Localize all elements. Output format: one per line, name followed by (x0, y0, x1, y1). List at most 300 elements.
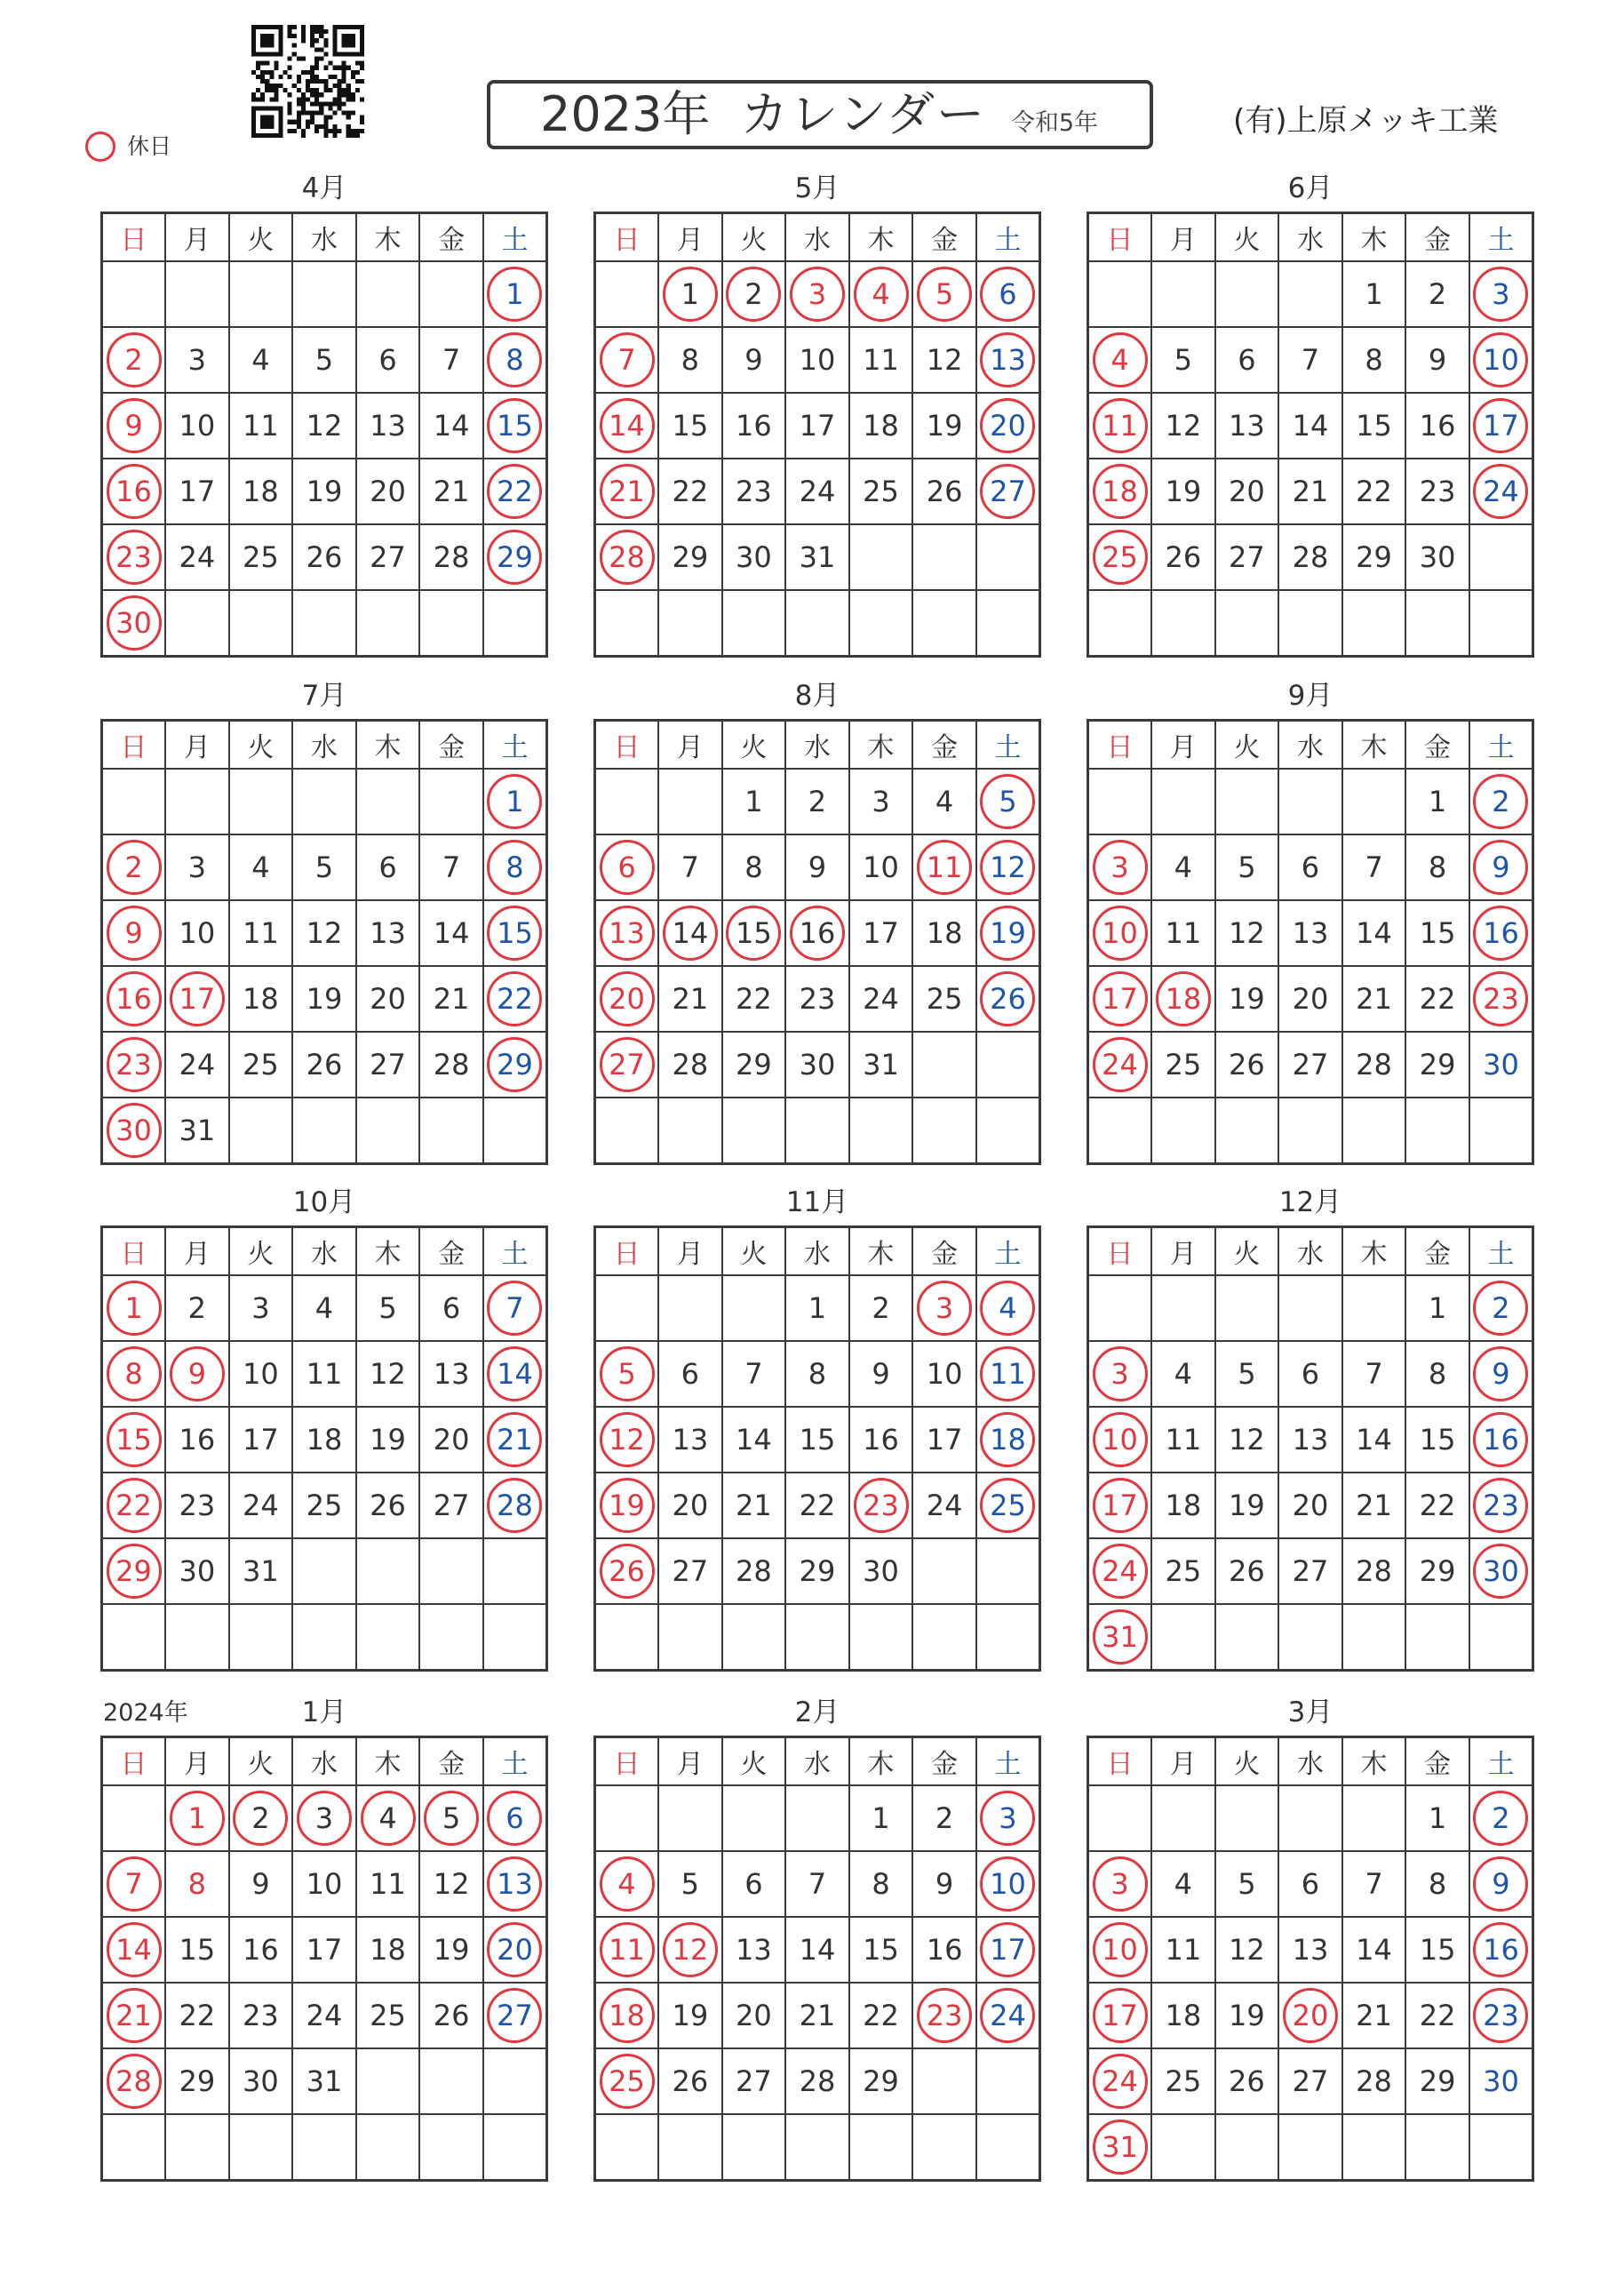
day-number: 6 (1238, 343, 1256, 377)
day-cell (356, 1473, 420, 1538)
day-cell (419, 1851, 483, 1917)
week-row (1088, 1785, 1533, 1851)
week-row (102, 590, 547, 657)
holiday-day-number: 6 (600, 840, 655, 895)
day-cell (1278, 1538, 1342, 1604)
empty-day-cell (229, 769, 293, 834)
month-label: 2月 (794, 1696, 840, 1728)
empty-day-cell (1405, 1604, 1469, 1671)
day-number: 25 (926, 982, 963, 1016)
day-cell (102, 1917, 166, 1983)
empty-day-cell (1215, 1275, 1279, 1341)
weekday-label: 月 (658, 721, 722, 770)
day-number: 10 (243, 1357, 279, 1391)
day-cell (1405, 1851, 1469, 1917)
day-cell (1088, 1407, 1152, 1473)
day-number: 10 (863, 850, 899, 884)
day-cell (419, 1407, 483, 1473)
day-cell (785, 1473, 849, 1538)
month-weeks (595, 1785, 1040, 2181)
week-row (102, 2114, 547, 2181)
day-cell (849, 1032, 913, 1098)
day-cell (292, 1785, 356, 1851)
day-cell (419, 1032, 483, 1098)
empty-day-cell (1405, 590, 1469, 657)
day-cell (1342, 1473, 1406, 1538)
holiday-day-number: 22 (487, 464, 542, 519)
day-number: 21 (799, 1999, 836, 2032)
month-label: 7月 (301, 680, 347, 712)
day-cell (292, 1341, 356, 1407)
empty-day-cell (912, 2048, 976, 2114)
week-row (102, 834, 547, 900)
holiday-day-number: 9 (107, 906, 162, 961)
weekday-header-row (595, 1737, 1040, 1786)
day-number: 19 (1165, 475, 1202, 508)
empty-day-cell (785, 590, 849, 657)
day-cell (356, 1851, 420, 1917)
empty-day-cell (229, 1098, 293, 1164)
day-number: 1 (1428, 1801, 1447, 1835)
day-number: 1 (1428, 785, 1447, 818)
month-grid (1087, 212, 1534, 658)
day-number: 12 (370, 1357, 406, 1391)
week-row (1088, 1407, 1533, 1473)
holiday-day-number: 16 (790, 906, 845, 961)
day-number: 29 (672, 540, 709, 574)
holiday-day-number: 20 (1283, 1988, 1338, 2043)
holiday-day-number: 7 (487, 1281, 542, 1336)
day-number: 10 (179, 916, 216, 950)
weekday-label: 水 (1278, 213, 1342, 262)
day-cell (1469, 1538, 1533, 1604)
holiday-day-number: 23 (917, 1988, 972, 2043)
month-grid (593, 212, 1041, 658)
weekday-label: 金 (419, 1737, 483, 1786)
holiday-day-number: 5 (600, 1346, 655, 1401)
day-cell (1405, 1473, 1469, 1538)
day-cell (483, 327, 547, 393)
day-number: 22 (736, 982, 772, 1016)
empty-day-cell (292, 2114, 356, 2181)
day-cell (1088, 1473, 1152, 1538)
week-row (102, 261, 547, 327)
empty-day-cell (976, 2048, 1040, 2114)
day-number: 29 (863, 2064, 899, 2098)
day-number: 25 (863, 475, 899, 508)
day-cell (722, 2048, 786, 2114)
day-cell (165, 1851, 229, 1917)
day-number: 24 (799, 475, 836, 508)
day-cell (1088, 1604, 1152, 1671)
day-number: 7 (1365, 850, 1383, 884)
day-number: 4 (314, 1291, 334, 1325)
day-cell (102, 1407, 166, 1473)
day-number: 14 (1356, 916, 1392, 950)
empty-day-cell (356, 590, 420, 657)
day-number: 2 (1428, 277, 1447, 311)
empty-day-cell (976, 1604, 1040, 1671)
day-cell (1405, 769, 1469, 834)
next-year-label: 2024年 (103, 1699, 188, 1727)
month-label: 11月 (785, 1186, 849, 1218)
day-cell (658, 1983, 722, 2048)
day-number: 26 (306, 540, 343, 574)
weekday-header (595, 721, 1040, 770)
day-number: 5 (378, 1291, 397, 1325)
empty-day-cell (1215, 2114, 1279, 2181)
day-cell (722, 1407, 786, 1473)
day-cell (722, 966, 786, 1032)
day-cell (1151, 327, 1215, 393)
empty-day-cell (292, 769, 356, 834)
empty-day-cell (1151, 1785, 1215, 1851)
day-cell (658, 1473, 722, 1538)
empty-day-cell (1088, 261, 1152, 327)
day-cell (483, 524, 547, 590)
empty-day-cell (658, 769, 722, 834)
empty-day-cell (1405, 2114, 1469, 2181)
day-cell (1405, 900, 1469, 966)
day-number: 3 (251, 1291, 270, 1325)
day-cell (1088, 1032, 1152, 1098)
day-cell (849, 966, 913, 1032)
empty-day-cell (912, 1538, 976, 1604)
day-cell (722, 1983, 786, 2048)
empty-day-cell (1469, 590, 1533, 657)
day-cell (1088, 1851, 1152, 1917)
day-number: 15 (1356, 409, 1392, 443)
day-cell (229, 524, 293, 590)
day-number: 20 (370, 982, 406, 1016)
holiday-day-number: 2 (726, 267, 781, 322)
holiday-day-number: 26 (600, 1544, 655, 1599)
holiday-day-number: 19 (600, 1478, 655, 1533)
month-calendar (100, 172, 548, 658)
day-cell (1278, 1341, 1342, 1407)
day-number: 21 (1356, 1489, 1392, 1522)
day-number: 22 (1419, 1999, 1456, 2032)
day-cell (595, 900, 659, 966)
day-number: 27 (1292, 2064, 1329, 2098)
holiday-day-number: 17 (1473, 398, 1528, 453)
day-number: 30 (736, 540, 772, 574)
day-cell (229, 2048, 293, 2114)
holiday-day-number: 1 (170, 1791, 225, 1846)
day-cell (1088, 2114, 1152, 2181)
holiday-day-number: 11 (980, 1346, 1035, 1401)
day-number: 31 (799, 540, 836, 574)
day-cell (1151, 2048, 1215, 2114)
holiday-day-number: 5 (980, 774, 1035, 829)
weekday-label: 土 (483, 1737, 547, 1786)
day-cell (595, 459, 659, 524)
holiday-day-number: 17 (1093, 1478, 1148, 1533)
weekday-label: 火 (722, 1227, 786, 1276)
day-cell (1405, 1032, 1469, 1098)
day-number: 13 (370, 916, 406, 950)
weekday-label: 木 (1342, 1227, 1406, 1276)
holiday-day-number: 27 (600, 1037, 655, 1092)
day-number: 27 (1292, 1554, 1329, 1588)
day-number: 6 (1301, 850, 1320, 884)
day-number: 17 (799, 409, 836, 443)
day-number: 2 (872, 1291, 890, 1325)
week-row (1088, 1275, 1533, 1341)
weekday-label: 土 (1469, 1737, 1533, 1786)
day-cell (722, 1341, 786, 1407)
day-number: 4 (251, 343, 270, 377)
empty-day-cell (722, 590, 786, 657)
day-number: 28 (433, 1048, 470, 1082)
day-number: 22 (1419, 982, 1456, 1016)
day-cell (229, 393, 293, 459)
day-cell (976, 1851, 1040, 1917)
day-number: 15 (863, 1933, 899, 1967)
day-cell (165, 900, 229, 966)
day-number: 13 (736, 1933, 772, 1967)
company-name: (有)上原メッキ工業 (1233, 103, 1499, 139)
weekday-label: 木 (1342, 721, 1406, 770)
month-calendar (1087, 1696, 1534, 2182)
weekday-header (102, 721, 547, 770)
day-number: 18 (863, 409, 899, 443)
day-number: 24 (926, 1489, 963, 1522)
holiday-day-number: 13 (600, 906, 655, 961)
day-cell (229, 1851, 293, 1917)
day-cell (165, 1275, 229, 1341)
day-cell (722, 459, 786, 524)
weekday-label: 日 (102, 1227, 166, 1276)
holiday-day-number: 2 (1473, 774, 1528, 829)
weekday-label: 木 (356, 721, 420, 770)
holiday-day-number: 4 (1093, 332, 1148, 387)
day-number: 26 (306, 1048, 343, 1082)
holiday-day-number: 3 (980, 1791, 1035, 1846)
weekday-label: 月 (1151, 213, 1215, 262)
day-number: 13 (1229, 409, 1265, 443)
empty-day-cell (1469, 524, 1533, 590)
weekday-label: 金 (1405, 1227, 1469, 1276)
day-cell (1278, 327, 1342, 393)
month-label: 9月 (1287, 680, 1333, 712)
weekday-header-row (102, 721, 547, 770)
day-cell (722, 1538, 786, 1604)
holiday-day-number: 4 (600, 1856, 655, 1912)
day-number: 9 (935, 1867, 954, 1901)
empty-day-cell (483, 1604, 547, 1671)
holiday-day-number: 8 (107, 1346, 162, 1401)
day-number: 18 (243, 475, 279, 508)
day-number: 26 (672, 2064, 709, 2098)
day-cell (912, 1917, 976, 1983)
day-cell (785, 834, 849, 900)
weekday-label: 日 (595, 721, 659, 770)
month-weeks (595, 1275, 1040, 1671)
day-cell (912, 1473, 976, 1538)
day-number: 9 (251, 1867, 270, 1901)
empty-day-cell (595, 2114, 659, 2181)
empty-day-cell (976, 2114, 1040, 2181)
day-number: 5 (1238, 1867, 1256, 1901)
day-cell (229, 1917, 293, 1983)
day-cell (1151, 1032, 1215, 1098)
day-number: 8 (1365, 343, 1383, 377)
day-cell (1469, 327, 1533, 393)
month-label: 5月 (794, 172, 840, 204)
empty-day-cell (483, 1538, 547, 1604)
weekday-label: 金 (912, 1737, 976, 1786)
holiday-day-number: 23 (854, 1478, 909, 1533)
day-number: 15 (179, 1933, 216, 1967)
month-weeks (1088, 261, 1533, 657)
month-grid (100, 719, 548, 1165)
weekday-label: 金 (1405, 721, 1469, 770)
day-number: 19 (1229, 1489, 1265, 1522)
empty-day-cell (976, 1032, 1040, 1098)
day-cell (229, 1538, 293, 1604)
empty-day-cell (165, 769, 229, 834)
empty-day-cell (229, 590, 293, 657)
day-cell (658, 1407, 722, 1473)
weekday-header (102, 1227, 547, 1276)
day-cell (356, 1917, 420, 1983)
weekday-label: 日 (1088, 1737, 1152, 1786)
empty-day-cell (849, 1098, 913, 1164)
day-cell (1405, 393, 1469, 459)
day-cell (722, 1851, 786, 1917)
week-row (1088, 459, 1533, 524)
week-row (1088, 900, 1533, 966)
month-label: 1月 (301, 1696, 347, 1728)
empty-day-cell (1278, 2114, 1342, 2181)
day-cell (1405, 1538, 1469, 1604)
day-cell (1342, 393, 1406, 459)
empty-day-cell (1151, 261, 1215, 327)
weekday-label: 水 (785, 213, 849, 262)
day-number: 16 (926, 1933, 963, 1967)
month-label: 8月 (794, 680, 840, 712)
day-cell (419, 900, 483, 966)
day-number: 18 (306, 1423, 343, 1457)
day-number: 9 (744, 343, 763, 377)
empty-day-cell (292, 590, 356, 657)
holiday-day-number: 30 (107, 595, 162, 651)
month-calendar (593, 1186, 1041, 1672)
empty-day-cell (1278, 1785, 1342, 1851)
day-cell (722, 1032, 786, 1098)
week-row (102, 966, 547, 1032)
day-cell (102, 393, 166, 459)
week-row (102, 1538, 547, 1604)
day-cell (292, 2048, 356, 2114)
empty-day-cell (419, 2048, 483, 2114)
holiday-day-number: 10 (1093, 1412, 1148, 1467)
weekday-label: 火 (229, 213, 293, 262)
weekday-header (595, 1227, 1040, 1276)
day-number: 8 (808, 1357, 827, 1391)
day-cell (1215, 1341, 1279, 1407)
day-number: 19 (926, 409, 963, 443)
day-cell (722, 524, 786, 590)
day-number: 7 (442, 850, 461, 884)
empty-day-cell (722, 1785, 786, 1851)
day-number: 28 (1292, 540, 1329, 574)
day-number: 8 (1428, 1357, 1447, 1391)
empty-day-cell (102, 1604, 166, 1671)
holiday-day-number: 3 (1093, 840, 1148, 895)
day-cell (165, 1341, 229, 1407)
day-cell (483, 900, 547, 966)
holiday-day-number: 18 (1156, 971, 1211, 1026)
empty-day-cell (658, 1275, 722, 1341)
day-cell (1088, 459, 1152, 524)
day-cell (1215, 524, 1279, 590)
week-row (1088, 2114, 1533, 2181)
day-number: 22 (863, 1999, 899, 2032)
day-number: 12 (306, 916, 343, 950)
day-cell (483, 459, 547, 524)
day-number: 11 (1165, 916, 1202, 950)
day-cell (595, 834, 659, 900)
day-cell (1088, 966, 1152, 1032)
month-weeks (102, 1275, 547, 1671)
holiday-day-number: 12 (600, 1412, 655, 1467)
empty-day-cell (1151, 590, 1215, 657)
day-number: 17 (306, 1933, 343, 1967)
day-cell (292, 900, 356, 966)
day-cell (483, 1851, 547, 1917)
empty-day-cell (1342, 590, 1406, 657)
holiday-day-number: 26 (980, 971, 1035, 1026)
holiday-day-number: 4 (854, 267, 909, 322)
day-number: 16 (1419, 409, 1456, 443)
day-cell (912, 261, 976, 327)
empty-day-cell (1215, 769, 1279, 834)
day-cell (102, 590, 166, 657)
day-cell (229, 834, 293, 900)
day-number: 31 (179, 1114, 216, 1147)
day-cell (1151, 1851, 1215, 1917)
day-cell (849, 1341, 913, 1407)
day-cell (102, 1032, 166, 1098)
day-cell (1088, 1917, 1152, 1983)
holiday-day-number: 3 (297, 1791, 352, 1846)
day-number: 4 (1174, 1357, 1193, 1391)
week-row (595, 2048, 1040, 2114)
day-cell (102, 900, 166, 966)
day-number: 28 (799, 2064, 836, 2098)
weekday-label: 土 (1469, 721, 1533, 770)
day-cell (722, 1473, 786, 1538)
day-cell (356, 1983, 420, 2048)
holiday-day-number: 7 (107, 1856, 162, 1912)
day-cell (419, 393, 483, 459)
day-number: 8 (872, 1867, 890, 1901)
holiday-day-number: 1 (107, 1281, 162, 1336)
weekday-label: 水 (292, 721, 356, 770)
day-cell (165, 524, 229, 590)
day-cell (1469, 1983, 1533, 2048)
day-cell (229, 327, 293, 393)
day-number: 23 (1419, 475, 1456, 508)
day-number: 27 (672, 1554, 709, 1588)
day-cell (165, 966, 229, 1032)
empty-day-cell (1151, 2114, 1215, 2181)
month-grid (593, 1225, 1041, 1672)
empty-day-cell (912, 1032, 976, 1098)
day-number: 1 (808, 1291, 827, 1325)
